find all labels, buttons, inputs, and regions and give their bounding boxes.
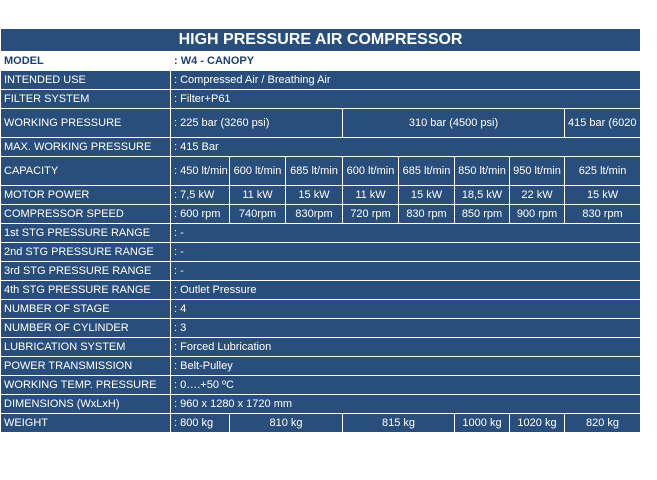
working-pressure-label: WORKING PRESSURE (1, 109, 171, 138)
working-pressure-value: 310 bar (4500 psi) (343, 109, 565, 138)
stg4-label: 4th STG PRESSURE RANGE (1, 281, 171, 300)
capacity-value: : 450 lt/min (171, 157, 230, 186)
stg2-label: 2nd STG PRESSURE RANGE (1, 243, 171, 262)
weight-row (1, 414, 641, 433)
motor-power-value: 15 kW (399, 186, 455, 205)
power-transmission-label: POWER TRANSMISSION (1, 357, 171, 376)
max-working-pressure-row (1, 138, 641, 157)
motor-power-value: 15 kW (565, 186, 641, 205)
intended-use-label: INTENDED USE (1, 71, 171, 90)
dimensions-label: DIMENSIONS (WxLxH) (1, 395, 171, 414)
capacity-value: 950 lt/min (510, 157, 565, 186)
number-of-stage-label: NUMBER OF STAGE (1, 300, 171, 319)
weight-value: 820 kg (565, 414, 641, 433)
capacity-value: 600 lt/min (230, 157, 286, 186)
compressor-speed-value: 720 rpm (343, 205, 399, 224)
compressor-speed-value: 830 rpm (399, 205, 455, 224)
stg1-row (1, 224, 641, 243)
lubrication-value: : Forced Lubrication (171, 338, 641, 357)
weight-label: WEIGHT (1, 414, 171, 433)
lubrication-row (1, 338, 641, 357)
stg2-value: : - (171, 243, 641, 262)
lubrication-label: LUBRICATION SYSTEM (1, 338, 171, 357)
weight-value: 1000 kg (455, 414, 510, 433)
stg3-row (1, 262, 641, 281)
working-temp-row (1, 376, 641, 395)
compressor-speed-value: 830 rpm (565, 205, 641, 224)
max-working-pressure-label: MAX. WORKING PRESSURE (1, 138, 171, 157)
table-title: HIGH PRESSURE AIR COMPRESSOR (1, 29, 641, 52)
stg2-row (1, 243, 641, 262)
filter-system-label: FILTER SYSTEM (1, 90, 171, 109)
compressor-speed-label: COMPRESSOR SPEED (1, 205, 171, 224)
working-pressure-value: : 225 bar (3260 psi) (171, 109, 343, 138)
dimensions-value: : 960 x 1280 x 1720 mm (171, 395, 641, 414)
capacity-label: CAPACITY (1, 157, 171, 186)
capacity-value: 625 lt/min (565, 157, 641, 186)
stg1-value: : - (171, 224, 641, 243)
compressor-speed-value: : 600 rpm (171, 205, 230, 224)
number-of-cylinder-value: : 3 (171, 319, 641, 338)
stg4-row (1, 281, 641, 300)
spec-table (0, 28, 657, 433)
working-pressure-value: 415 bar (6020 psi) (565, 109, 641, 138)
capacity-value: 685 lt/min (286, 157, 343, 186)
intended-use-row (1, 71, 641, 90)
motor-power-value: 11 kW (230, 186, 286, 205)
number-of-cylinder-label: NUMBER OF CYLINDER (1, 319, 171, 338)
weight-value: : 800 kg (171, 414, 230, 433)
power-transmission-row (1, 357, 641, 376)
compressor-speed-value: 900 rpm (510, 205, 565, 224)
weight-value: 810 kg (230, 414, 343, 433)
stg4-value: : Outlet Pressure (171, 281, 641, 300)
number-of-stage-value: : 4 (171, 300, 641, 319)
stg1-label: 1st STG PRESSURE RANGE (1, 224, 171, 243)
working-temp-label: WORKING TEMP. PRESSURE (1, 376, 171, 395)
compressor-speed-value: 740rpm (230, 205, 286, 224)
model-row (1, 52, 641, 71)
capacity-value: 850 lt/min (455, 157, 510, 186)
compressor-speed-value: 850 rpm (455, 205, 510, 224)
dimensions-row (1, 395, 641, 414)
working-temp-value: : 0….+50 ºC (171, 376, 641, 395)
motor-power-value: 18,5 kW (455, 186, 510, 205)
max-working-pressure-value: : 415 Bar (171, 138, 641, 157)
capacity-value: 600 lt/min (343, 157, 399, 186)
motor-power-row (1, 186, 641, 205)
title-row (1, 29, 641, 52)
weight-value: 815 kg (343, 414, 455, 433)
stg3-label: 3rd STG PRESSURE RANGE (1, 262, 171, 281)
motor-power-value: 22 kW (510, 186, 565, 205)
capacity-value: 685 lt/min (399, 157, 455, 186)
capacity-row (1, 157, 641, 186)
filter-system-value: : Filter+P61 (171, 90, 641, 109)
filter-system-row (1, 90, 641, 109)
stg3-value: : - (171, 262, 641, 281)
number-of-stage-row (1, 300, 641, 319)
weight-value: 1020 kg (510, 414, 565, 433)
motor-power-label: MOTOR POWER (1, 186, 171, 205)
compressor-speed-row (1, 205, 641, 224)
working-pressure-row (1, 109, 641, 138)
model-value: : W4 - CANOPY (171, 52, 641, 71)
motor-power-value: 11 kW (343, 186, 399, 205)
intended-use-value: : Compressed Air / Breathing Air (171, 71, 641, 90)
number-of-cylinder-row (1, 319, 641, 338)
spec-sheet (0, 28, 657, 452)
motor-power-value: : 7,5 kW (171, 186, 230, 205)
model-label: MODEL (1, 52, 171, 71)
compressor-speed-value: 830rpm (286, 205, 343, 224)
motor-power-value: 15 kW (286, 186, 343, 205)
power-transmission-value: : Belt-Pulley (171, 357, 641, 376)
